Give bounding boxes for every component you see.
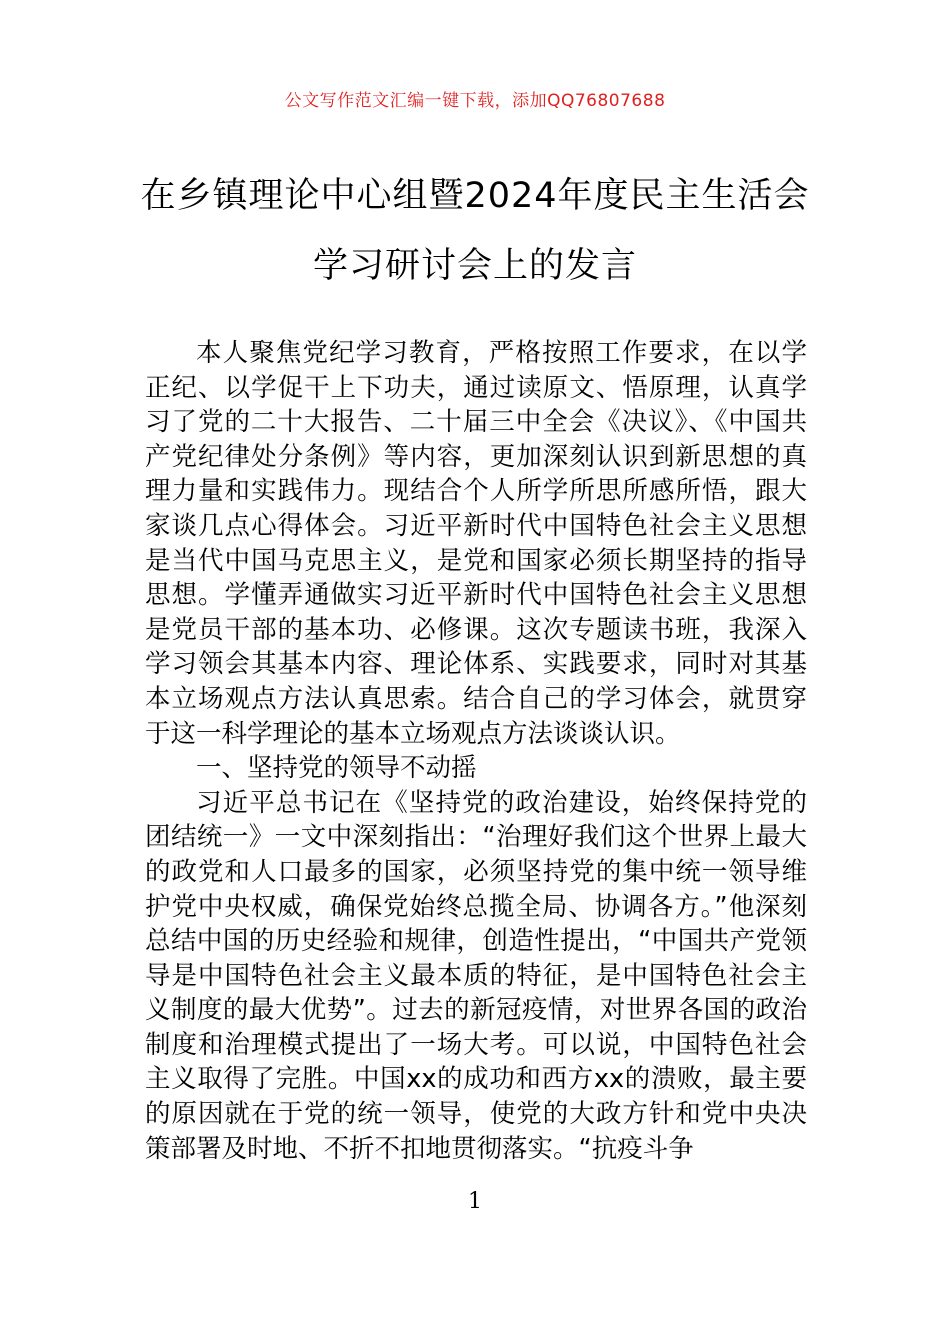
document-body (145, 336, 807, 1166)
paragraph-section-1: 习近平总书记在《坚持党的政治建设，始终保持党的团结统一》一文中深刻指出：“治理好我们这个世界上最大的政党和人口最多的国家，必须坚持党的集中统一领导维护党中央权威，确保党始终总揽全局、协调各方。”他深刻总结中国的历史经验和规律，创造性提出，“中国共产党领导是中国特色社会主义最本质的特征，是中国特色社会主义制度的最大优势”。过去的新冠疫情，对世界各国的政治制度和治理模式提出了一场大考。可以说，中国特色社会主义取得了完胜。中国xx的成功和西方xx的溃败，最主要的原因就在于党的统一领导，使党的大政方针和党中央决策部署及时地、不折不扣地贯彻落实。“抗疫斗争 (145, 787, 807, 1164)
paragraph-intro: 本人聚焦党纪学习教育，严格按照工作要求，在以学正纪、以学促干上下功夫，通过读原文、悟原理，认真学习了党的二十大报告、二十届三中全会《决议》、《中国共产党纪律处分条例》等内容，更加深刻认识到新思想的真理力量和实践伟力。现结合个人所学所思所感所悟，跟大家谈几点心得体会。习近平新时代中国特色社会主义思想是当代中国马克思主义，是党和国家必须长期坚持的指导思想。学懂弄通做实习近平新时代中国特色社会主义思想是党员干部的基本功、必修课。这次专题读书班，我深入学习领会其基本内容、理论体系、实践要求，同时对其基本立场观点方法认真思索。结合自己的学习体会，就贯穿于这一科学理论的基本立场观点方法谈谈认识。 (145, 338, 807, 749)
page-number: 1 (468, 1189, 482, 1214)
document-title-line-1: 在乡镇理论中心组暨2024年度民主生活会 (140, 176, 810, 216)
section-heading-1: 一、坚持党的领导不动摇 (196, 753, 477, 784)
header-note: 公文写作范文汇编一键下载，添加QQ76807688 (284, 91, 666, 111)
document-title-line-2: 学习研讨会上的发言 (312, 246, 637, 286)
